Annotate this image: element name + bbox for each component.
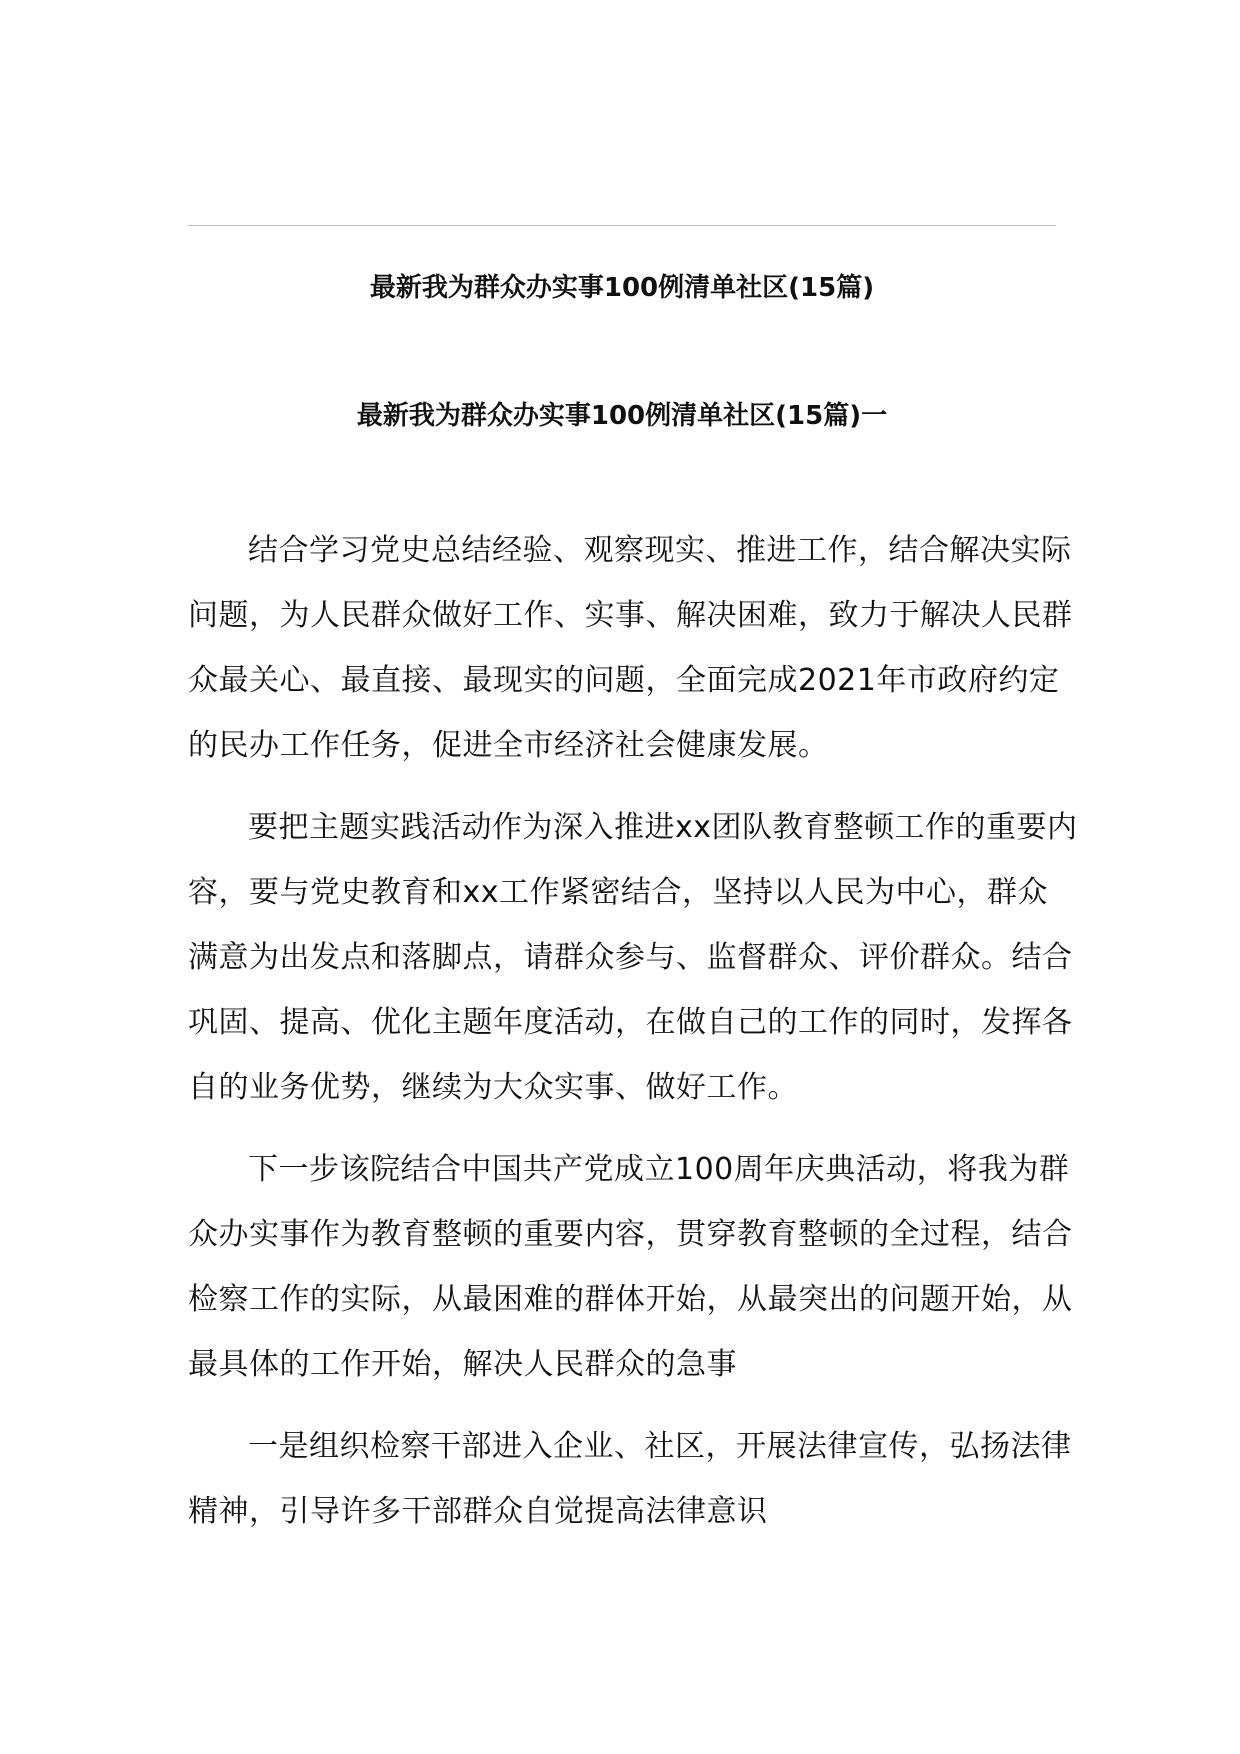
header-rule [188,225,1056,226]
document-title: 最新我为群众办实事100例清单社区(15篇) [369,273,875,303]
paragraph-3: 下一步该院结合中国共产党成立100周年庆典活动，将我为群众办实事作为教育整顿的重要内容，贯穿教育整顿的全过程，结合检察工作的实际，从最困难的群体开始，从最突出的问题开始，从最具体的工作开始，解决人民群众的急事 [188,1152,1073,1382]
paragraph-4: 一是组织检察干部进入企业、社区，开展法律宣传，弘扬法律精神，引导许多干部群众自觉提高法律意识 [188,1429,1072,1529]
document-body [188,518,1078,1561]
paragraph-2: 要把主题实践活动作为深入推进xx团队教育整顿工作的重要内容，要与党史教育和xx工作紧密结合，坚持以人民为中心，群众满意为出发点和落脚点，请群众参与、监督群众、评价群众。结合巩固、提高、优化主题年度活动，在做自己的工作的同时，发挥各自的业务优势，继续为大众实事、做好工作。 [188,810,1078,1105]
document-subtitle: 最新我为群众办实事100例清单社区(15篇)一 [356,401,888,431]
paragraph-1: 结合学习党史总结经验、观察现实、推进工作，结合解决实际问题，为人民群众做好工作、实事、解决困难，致力于解决人民群众最关心、最直接、最现实的问题，全面完成2021年市政府约定的民办工作任务，促进全市经济社会健康发展。 [188,533,1073,763]
